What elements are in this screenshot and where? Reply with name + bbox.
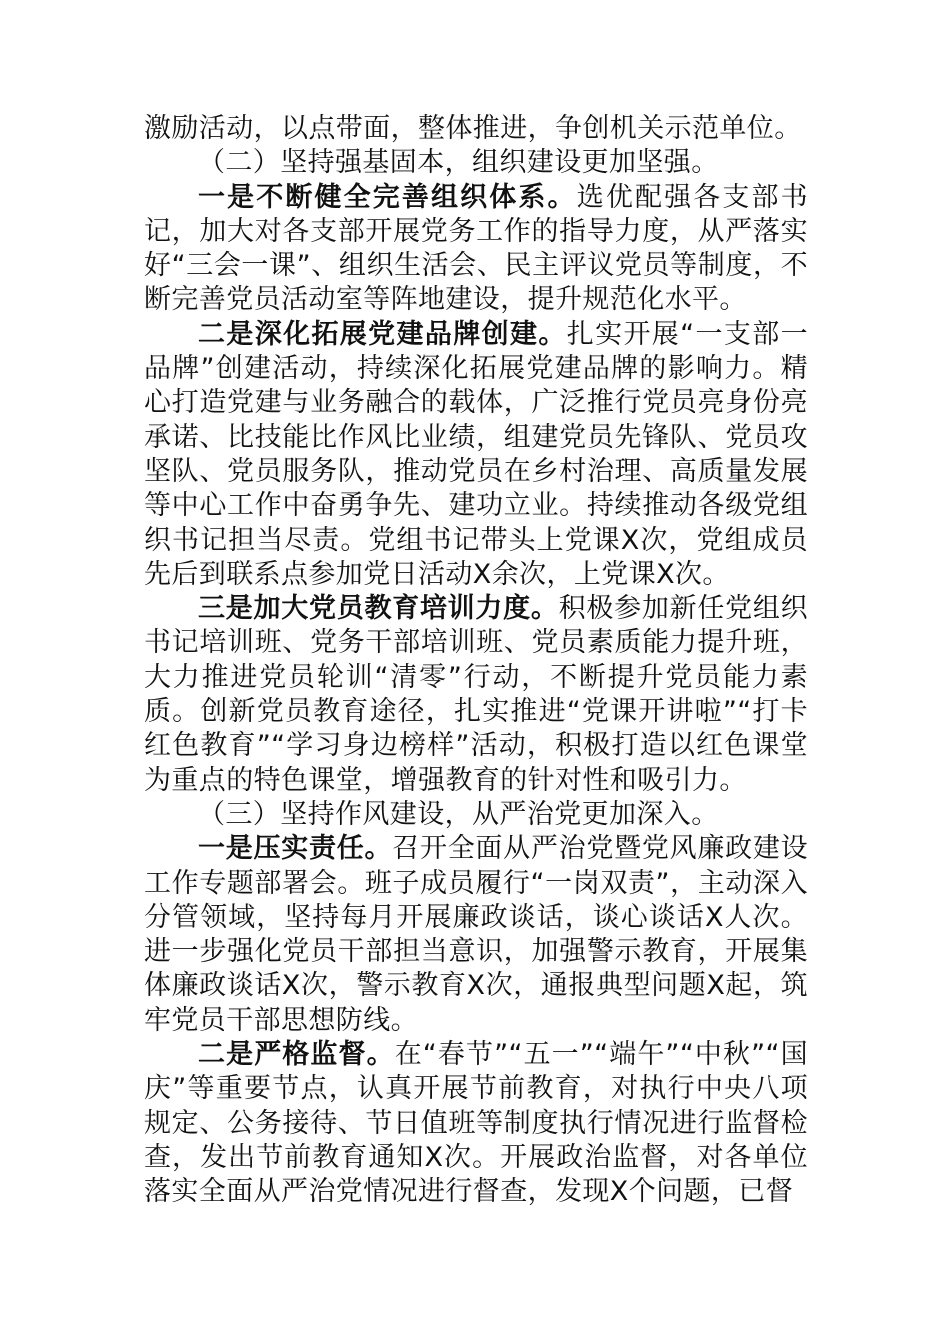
paragraph-lead: 二是深化拓展党建品牌创建。 (198, 318, 567, 350)
paragraph-text: 选优配强各支部书记，加大对各支部开展党务工作的指导力度，从严落实好“三会一课”、组织生活会、民主评议党员等制度，不断完善党员活动室等阵地建设，提升规范化水平。 (144, 181, 808, 316)
paragraph-continuation (144, 112, 808, 146)
paragraph-lead: 三是加大党员教育培训力度。 (198, 593, 559, 625)
paragraph-lead: 一是压实责任。 (198, 833, 393, 865)
paragraph-lead: 二是严格监督。 (198, 1039, 395, 1071)
paragraph-supervision (144, 1038, 808, 1209)
paragraph-responsibility (144, 832, 808, 1038)
paragraph-text: 在“春节”“五一”“端午”“中秋”“国庆”等重要节点，认真开展节前教育，对执行中央八项规定、公务接待、节日值班等制度执行情况进行监督检查，发出节前教育通知X次。开展政治监督，对各单位落实全面从严治党情况进行督查，发现X个问题，已督 (144, 1039, 808, 1208)
paragraph-text: 召开全面从严治党暨党风廉政建设工作专题部署会。班子成员履行“一岗双责”，主动深入分管领域，坚持每月开展廉政谈话，谈心谈话X人次。进一步强化党员干部担当意识，加强警示教育，开展集体廉政谈话X次，警示教育X次，通报典型问题X起，筑牢党员干部思想防线。 (144, 833, 808, 1036)
paragraph-brand-building (144, 318, 808, 592)
paragraph-lead: 一是不断健全完善组织体系。 (198, 181, 577, 213)
paragraph-text: 积极参加新任党组织书记培训班、党务干部培训班、党员素质能力提升班，大力推进党员轮训“清零”行动，不断提升党员能力素质。创新党员教育途径，扎实推进“党课开讲啦”“打卡红色教育”“学习身边榜样”活动，积极打造以红色课堂为重点的特色课堂，增强教育的针对性和吸引力。 (144, 593, 808, 796)
paragraph-text: 扎实开展“一支部一品牌”创建活动，持续深化拓展党建品牌的影响力。精心打造党建与业务融合的载体，广泛推行党员亮身份亮承诺、比技能比作风比业绩，组建党员先锋队、党员攻坚队、党员服务队，推动党员在乡村治理、高质量发展等中心工作中奋勇争先、建功立业。持续推动各级党组织书记担当尽责。党组书记带头上党课X次，党组成员先后到联系点参加党日活动X余次，上党课X次。 (144, 318, 809, 590)
paragraph-text: （二）坚持强基固本，组织建设更加坚强。 (198, 147, 719, 179)
section-heading-2 (144, 146, 808, 180)
paragraph-education-training (144, 592, 808, 798)
section-heading-3 (144, 798, 808, 832)
paragraph-text: 激励活动，以点带面，整体推进，争创机关示范单位。 (144, 113, 802, 144)
paragraph-text: （三）坚持作风建设，从严治党更加深入。 (198, 798, 719, 830)
paragraph-organization-system (144, 181, 808, 318)
document-body (144, 112, 808, 1210)
